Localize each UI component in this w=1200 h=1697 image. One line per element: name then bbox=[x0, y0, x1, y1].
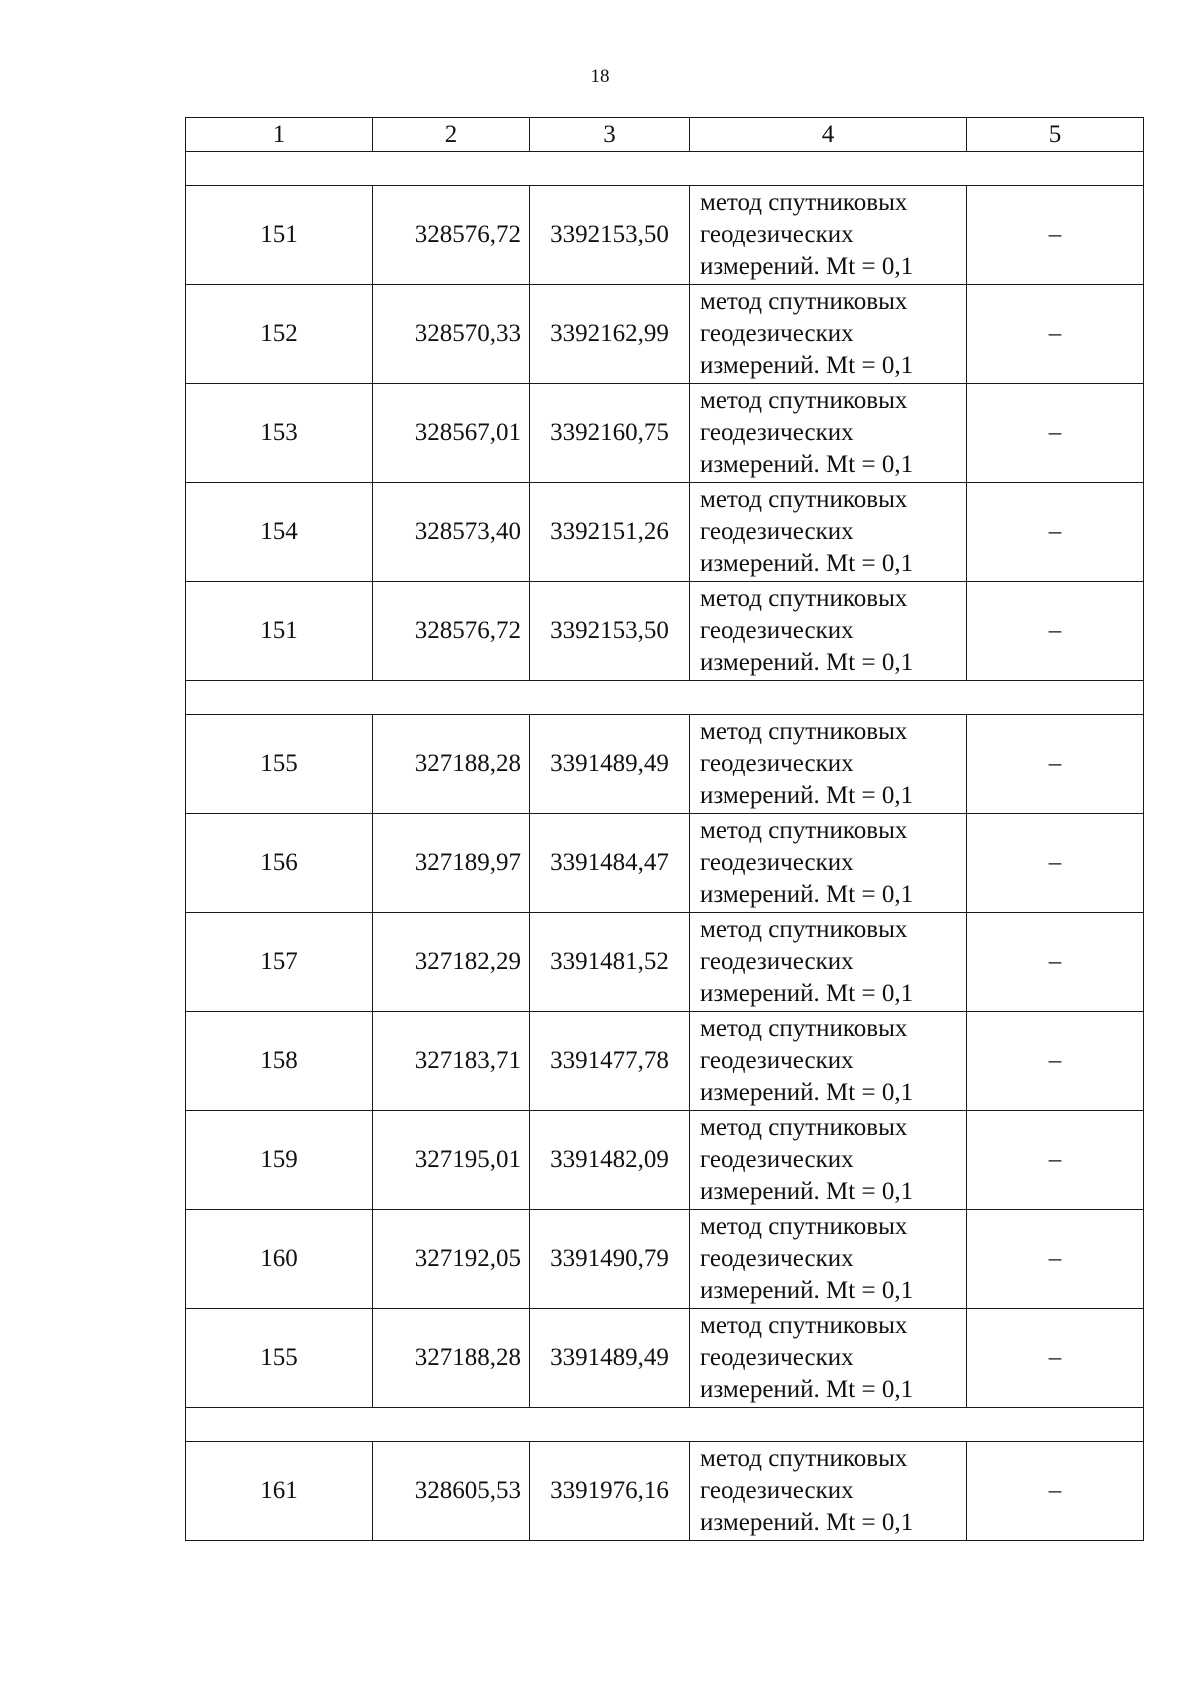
method-cell bbox=[690, 384, 967, 483]
method-cell bbox=[690, 483, 967, 582]
x-coordinate-cell: 327183,71 bbox=[373, 1012, 530, 1111]
method-text-line: метод спутниковых bbox=[700, 288, 908, 315]
point-number-cell: 159 bbox=[186, 1111, 373, 1210]
method-text-line: геодезических bbox=[700, 221, 854, 248]
table-row bbox=[186, 1012, 1144, 1111]
table-row bbox=[186, 483, 1144, 582]
table-row bbox=[186, 582, 1144, 681]
method-text-line: измерений. Mt = 0,1 bbox=[700, 980, 914, 1007]
point-number-cell: 156 bbox=[186, 814, 373, 913]
note-cell: – bbox=[967, 1210, 1144, 1309]
method-cell bbox=[690, 715, 967, 814]
method-text-line: метод спутниковых bbox=[700, 585, 908, 612]
method-text-line: метод спутниковых bbox=[700, 817, 908, 844]
y-coordinate-cell: 3391477,78 bbox=[530, 1012, 690, 1111]
group-separator-cell bbox=[186, 681, 1144, 715]
method-cell bbox=[690, 1210, 967, 1309]
method-text-line: измерений. Mt = 0,1 bbox=[700, 1079, 914, 1106]
method-cell bbox=[690, 913, 967, 1012]
method-text-line: геодезических bbox=[700, 1245, 854, 1272]
method-text-line: измерений. Mt = 0,1 bbox=[700, 782, 914, 809]
point-number-cell: 161 bbox=[186, 1442, 373, 1541]
x-coordinate-cell: 327188,28 bbox=[373, 1309, 530, 1408]
method-text-line: измерений. Mt = 0,1 bbox=[700, 649, 914, 676]
method-text-line: метод спутниковых bbox=[700, 718, 908, 745]
coordinates-table bbox=[185, 117, 1144, 1541]
note-cell: – bbox=[967, 814, 1144, 913]
note-cell: – bbox=[967, 285, 1144, 384]
x-coordinate-cell: 328576,72 bbox=[373, 186, 530, 285]
method-text-line: метод спутниковых bbox=[700, 387, 908, 414]
method-text-line: геодезических bbox=[700, 948, 854, 975]
method-text-line: метод спутниковых bbox=[700, 1445, 908, 1472]
point-number-cell: 152 bbox=[186, 285, 373, 384]
x-coordinate-cell: 328570,33 bbox=[373, 285, 530, 384]
x-coordinate-cell: 327189,97 bbox=[373, 814, 530, 913]
method-text-line: измерений. Mt = 0,1 bbox=[700, 1509, 914, 1536]
point-number-cell: 153 bbox=[186, 384, 373, 483]
table-row bbox=[186, 1210, 1144, 1309]
y-coordinate-cell: 3391482,09 bbox=[530, 1111, 690, 1210]
method-text-line: измерений. Mt = 0,1 bbox=[700, 451, 914, 478]
point-number-cell: 157 bbox=[186, 913, 373, 1012]
y-coordinate-cell: 3391481,52 bbox=[530, 913, 690, 1012]
point-number-cell: 151 bbox=[186, 582, 373, 681]
method-text-line: измерений. Mt = 0,1 bbox=[700, 550, 914, 577]
method-text-line: метод спутниковых bbox=[700, 1312, 908, 1339]
note-cell: – bbox=[967, 1309, 1144, 1408]
coordinates-table-body bbox=[186, 118, 1144, 1541]
method-text-line: измерений. Mt = 0,1 bbox=[700, 1376, 914, 1403]
method-text-line: геодезических bbox=[700, 617, 854, 644]
x-coordinate-cell: 328567,01 bbox=[373, 384, 530, 483]
header-cell-4: 4 bbox=[690, 118, 967, 152]
point-number-cell: 158 bbox=[186, 1012, 373, 1111]
method-text-line: измерений. Mt = 0,1 bbox=[700, 1277, 914, 1304]
note-cell: – bbox=[967, 1442, 1144, 1541]
y-coordinate-cell: 3391490,79 bbox=[530, 1210, 690, 1309]
x-coordinate-cell: 327195,01 bbox=[373, 1111, 530, 1210]
method-text-line: геодезических bbox=[700, 1477, 854, 1504]
table-row bbox=[186, 384, 1144, 483]
point-number-cell: 154 bbox=[186, 483, 373, 582]
method-cell bbox=[690, 814, 967, 913]
method-text-line: геодезических bbox=[700, 1344, 854, 1371]
method-text-line: геодезических bbox=[700, 849, 854, 876]
method-text-line: измерений. Mt = 0,1 bbox=[700, 1178, 914, 1205]
table-row bbox=[186, 1111, 1144, 1210]
method-cell bbox=[690, 582, 967, 681]
method-cell bbox=[690, 1442, 967, 1541]
group-separator-row bbox=[186, 152, 1144, 186]
table-row bbox=[186, 715, 1144, 814]
point-number-cell: 155 bbox=[186, 715, 373, 814]
method-text-line: метод спутниковых bbox=[700, 1015, 908, 1042]
group-separator-row bbox=[186, 681, 1144, 715]
method-text-line: метод спутниковых bbox=[700, 1213, 908, 1240]
table-row bbox=[186, 1309, 1144, 1408]
note-cell: – bbox=[967, 582, 1144, 681]
x-coordinate-cell: 327188,28 bbox=[373, 715, 530, 814]
method-text-line: метод спутниковых bbox=[700, 486, 908, 513]
x-coordinate-cell: 328573,40 bbox=[373, 483, 530, 582]
method-text-line: геодезических bbox=[700, 518, 854, 545]
y-coordinate-cell: 3392151,26 bbox=[530, 483, 690, 582]
x-coordinate-cell: 328605,53 bbox=[373, 1442, 530, 1541]
y-coordinate-cell: 3392162,99 bbox=[530, 285, 690, 384]
y-coordinate-cell: 3392153,50 bbox=[530, 186, 690, 285]
y-coordinate-cell: 3391484,47 bbox=[530, 814, 690, 913]
table-row bbox=[186, 913, 1144, 1012]
table-row bbox=[186, 285, 1144, 384]
y-coordinate-cell: 3391489,49 bbox=[530, 715, 690, 814]
x-coordinate-cell: 328576,72 bbox=[373, 582, 530, 681]
group-separator-cell bbox=[186, 152, 1144, 186]
method-text-line: геодезических bbox=[700, 750, 854, 777]
x-coordinate-cell: 327192,05 bbox=[373, 1210, 530, 1309]
table-row bbox=[186, 814, 1144, 913]
method-text-line: геодезических bbox=[700, 320, 854, 347]
table-row bbox=[186, 1442, 1144, 1541]
method-cell bbox=[690, 1309, 967, 1408]
point-number-cell: 155 bbox=[186, 1309, 373, 1408]
method-text-line: метод спутниковых bbox=[700, 189, 908, 216]
note-cell: – bbox=[967, 483, 1144, 582]
method-text-line: геодезических bbox=[700, 1146, 854, 1173]
method-cell bbox=[690, 1012, 967, 1111]
method-text-line: метод спутниковых bbox=[700, 916, 908, 943]
method-text-line: метод спутниковых bbox=[700, 1114, 908, 1141]
point-number-cell: 151 bbox=[186, 186, 373, 285]
page-number: 18 bbox=[590, 66, 610, 87]
header-cell-3: 3 bbox=[530, 118, 690, 152]
header-cell-5: 5 bbox=[967, 118, 1144, 152]
note-cell: – bbox=[967, 1012, 1144, 1111]
method-cell bbox=[690, 186, 967, 285]
note-cell: – bbox=[967, 715, 1144, 814]
group-separator-row bbox=[186, 1408, 1144, 1442]
note-cell: – bbox=[967, 384, 1144, 483]
method-text-line: геодезических bbox=[700, 1047, 854, 1074]
x-coordinate-cell: 327182,29 bbox=[373, 913, 530, 1012]
method-cell bbox=[690, 1111, 967, 1210]
point-number-cell: 160 bbox=[186, 1210, 373, 1309]
method-cell bbox=[690, 285, 967, 384]
method-text-line: измерений. Mt = 0,1 bbox=[700, 352, 914, 379]
note-cell: – bbox=[967, 1111, 1144, 1210]
y-coordinate-cell: 3391489,49 bbox=[530, 1309, 690, 1408]
method-text-line: геодезических bbox=[700, 419, 854, 446]
header-cell-1: 1 bbox=[186, 118, 373, 152]
header-cell-2: 2 bbox=[373, 118, 530, 152]
header-row bbox=[186, 118, 1144, 152]
y-coordinate-cell: 3391976,16 bbox=[530, 1442, 690, 1541]
method-text-line: измерений. Mt = 0,1 bbox=[700, 253, 914, 280]
note-cell: – bbox=[967, 913, 1144, 1012]
note-cell: – bbox=[967, 186, 1144, 285]
y-coordinate-cell: 3392160,75 bbox=[530, 384, 690, 483]
group-separator-cell bbox=[186, 1408, 1144, 1442]
method-text-line: измерений. Mt = 0,1 bbox=[700, 881, 914, 908]
y-coordinate-cell: 3392153,50 bbox=[530, 582, 690, 681]
table-row bbox=[186, 186, 1144, 285]
